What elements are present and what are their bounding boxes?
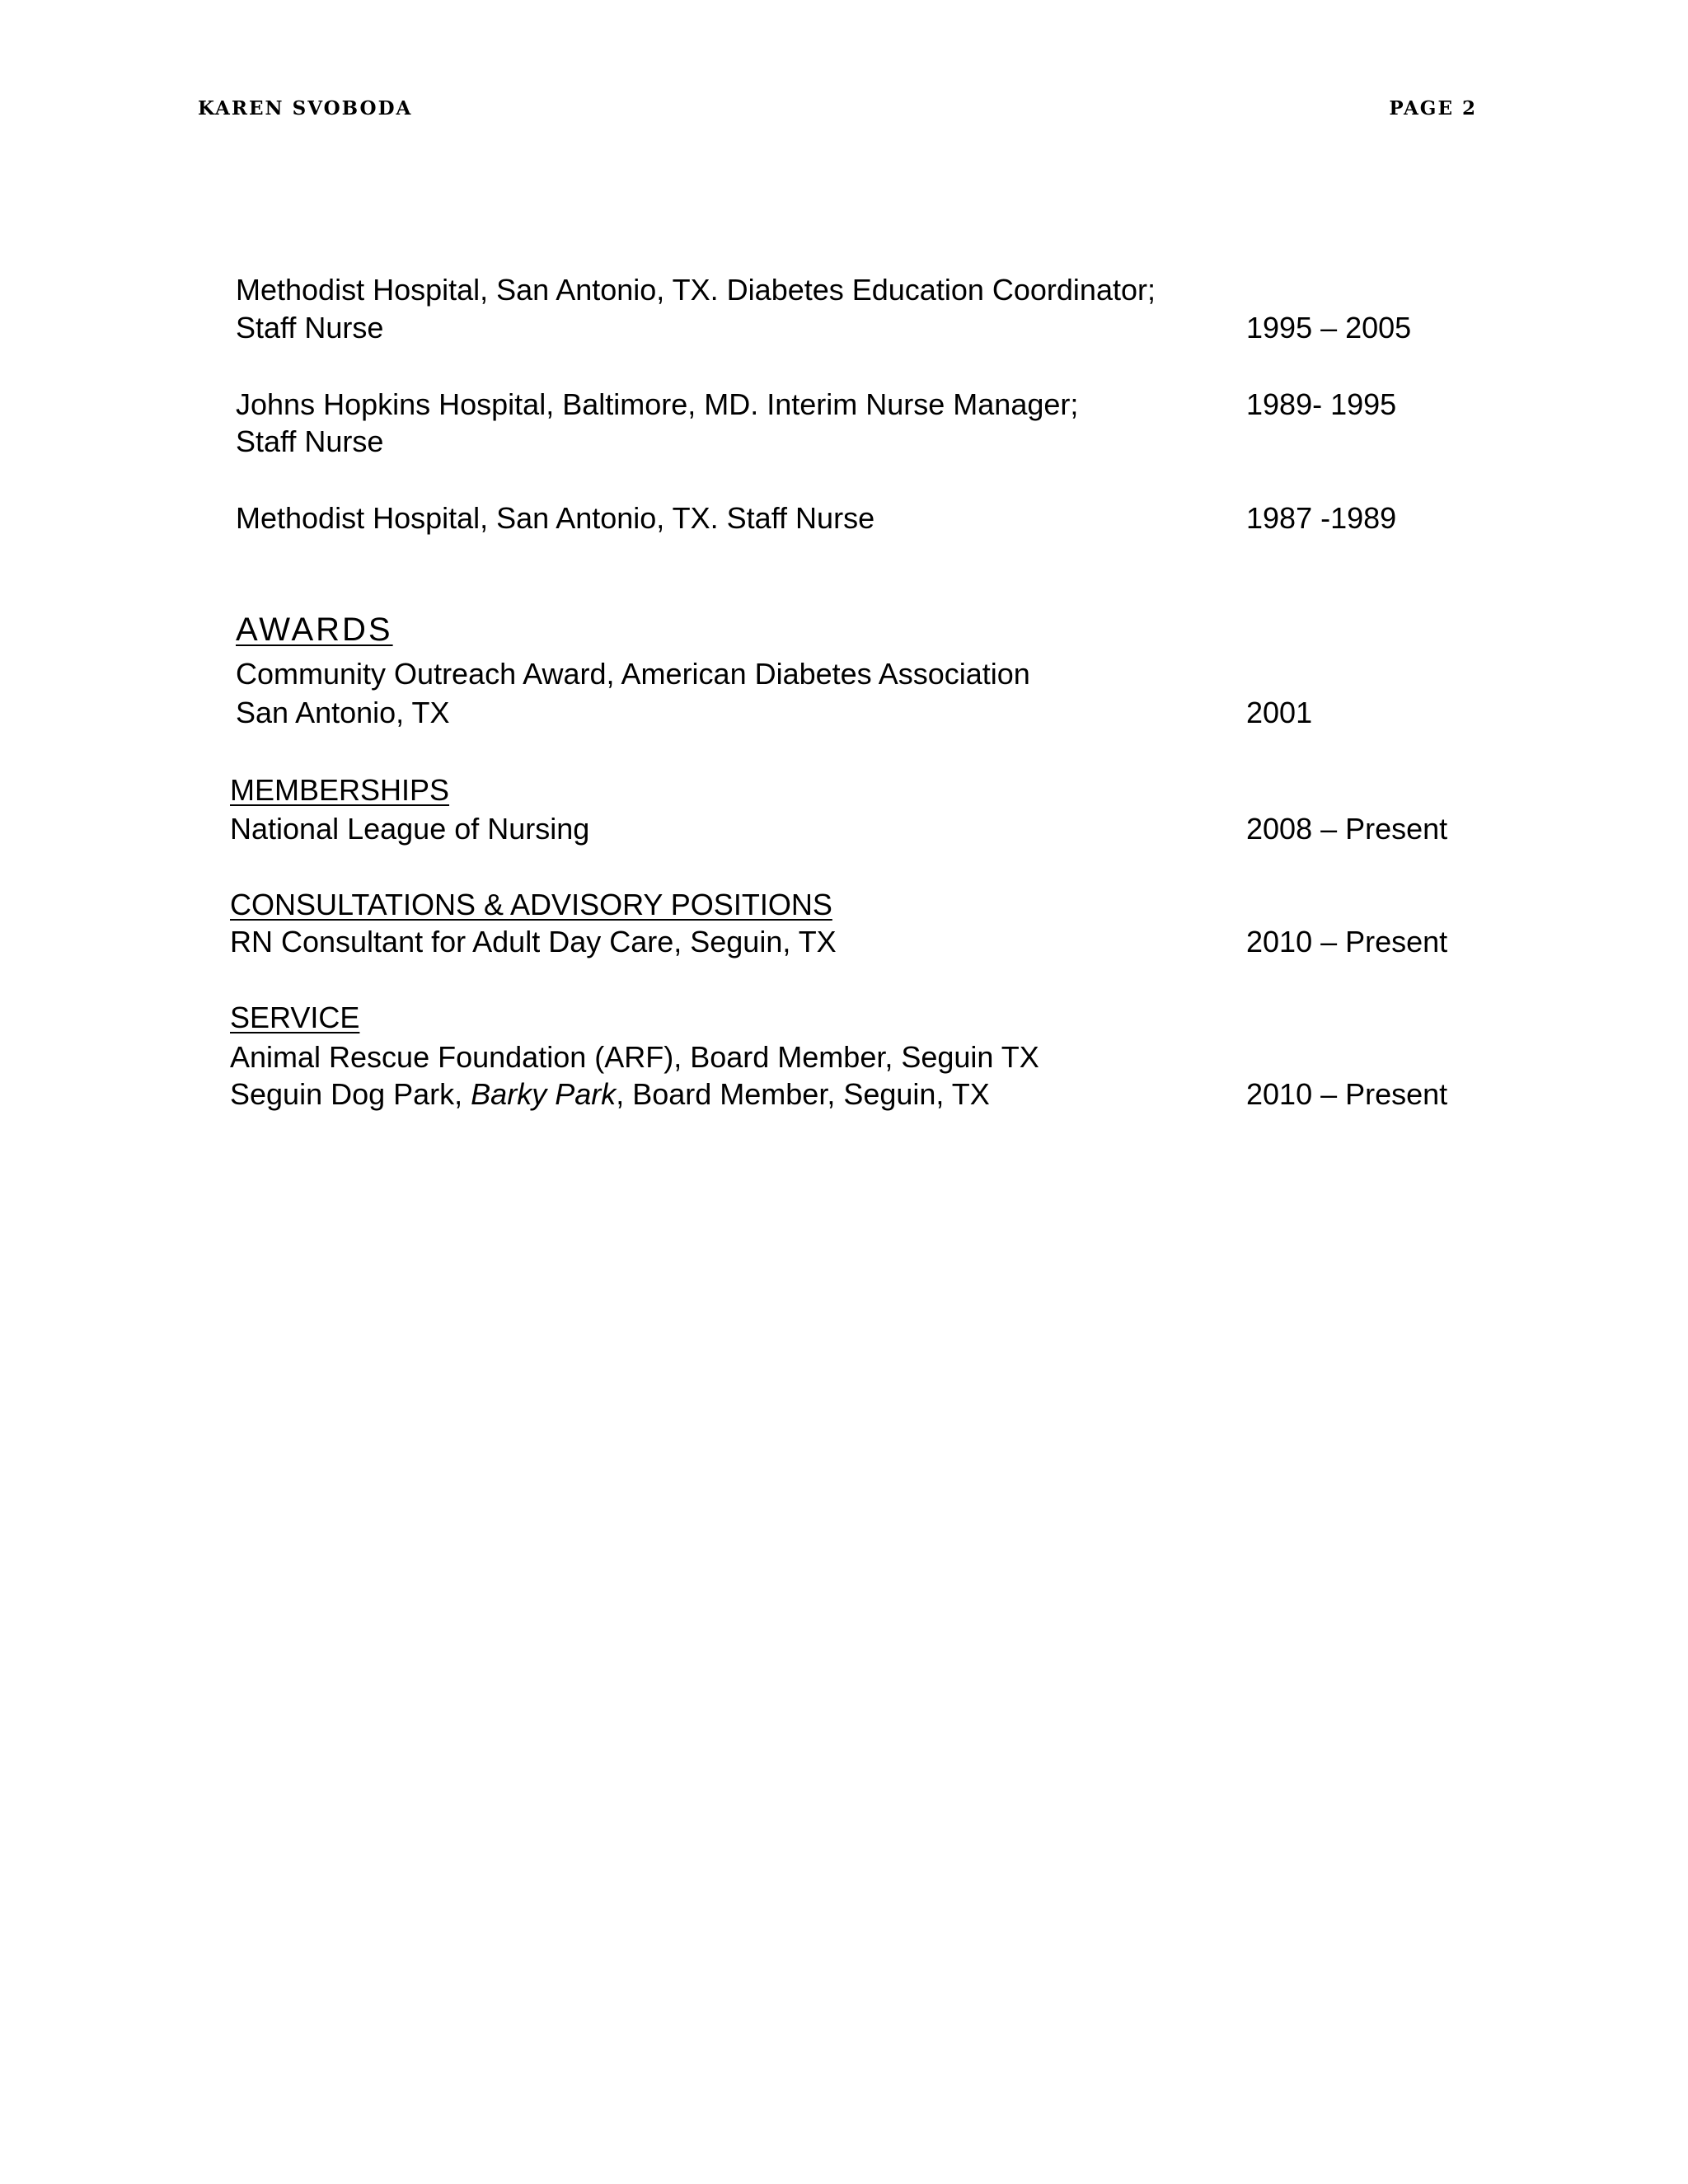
experience-1-line1: Methodist Hospital, San Antonio, TX. Diabetes Education Coordinator; — [236, 273, 1156, 307]
consultations-date: 2010 – Present — [1246, 925, 1448, 958]
header-page-number: PAGE 2 — [1389, 97, 1477, 120]
service-line2-suffix: , Board Member, Seguin, TX — [616, 1077, 990, 1111]
awards-heading: AWARDS — [236, 612, 393, 648]
awards-line1: Community Outreach Award, American Diabetes Association — [236, 657, 1030, 691]
service-line2 — [230, 1076, 990, 1113]
service-line2-italic: Barky Park — [471, 1077, 617, 1111]
experience-2-line2: Staff Nurse — [236, 424, 384, 458]
memberships-heading: MEMBERSHIPS — [230, 773, 450, 807]
consultations-line1: RN Consultant for Adult Day Care, Seguin, TX — [230, 925, 837, 958]
experience-1-line2: Staff Nurse — [236, 311, 384, 344]
experience-2-date: 1989- 1995 — [1246, 387, 1397, 421]
service-date: 2010 – Present — [1246, 1077, 1448, 1111]
awards-date: 2001 — [1246, 696, 1313, 729]
memberships-line1: National League of Nursing — [230, 812, 590, 846]
consultations-heading: CONSULTATIONS & ADVISORY POSITIONS — [230, 888, 832, 921]
experience-2-line1: Johns Hopkins Hospital, Baltimore, MD. Interim Nurse Manager; — [236, 387, 1079, 421]
awards-line2: San Antonio, TX — [236, 696, 450, 729]
header-name: KAREN SVOBODA — [198, 97, 413, 120]
service-heading: SERVICE — [230, 1001, 360, 1034]
experience-3-date: 1987 -1989 — [1246, 501, 1397, 535]
service-line1: Animal Rescue Foundation (ARF), Board Member, Seguin TX — [230, 1040, 1039, 1074]
experience-3-line1: Methodist Hospital, San Antonio, TX. Staff Nurse — [236, 501, 875, 535]
memberships-date: 2008 – Present — [1246, 812, 1448, 846]
service-line2-prefix: Seguin Dog Park, — [230, 1077, 471, 1111]
experience-1-date: 1995 – 2005 — [1246, 311, 1412, 344]
